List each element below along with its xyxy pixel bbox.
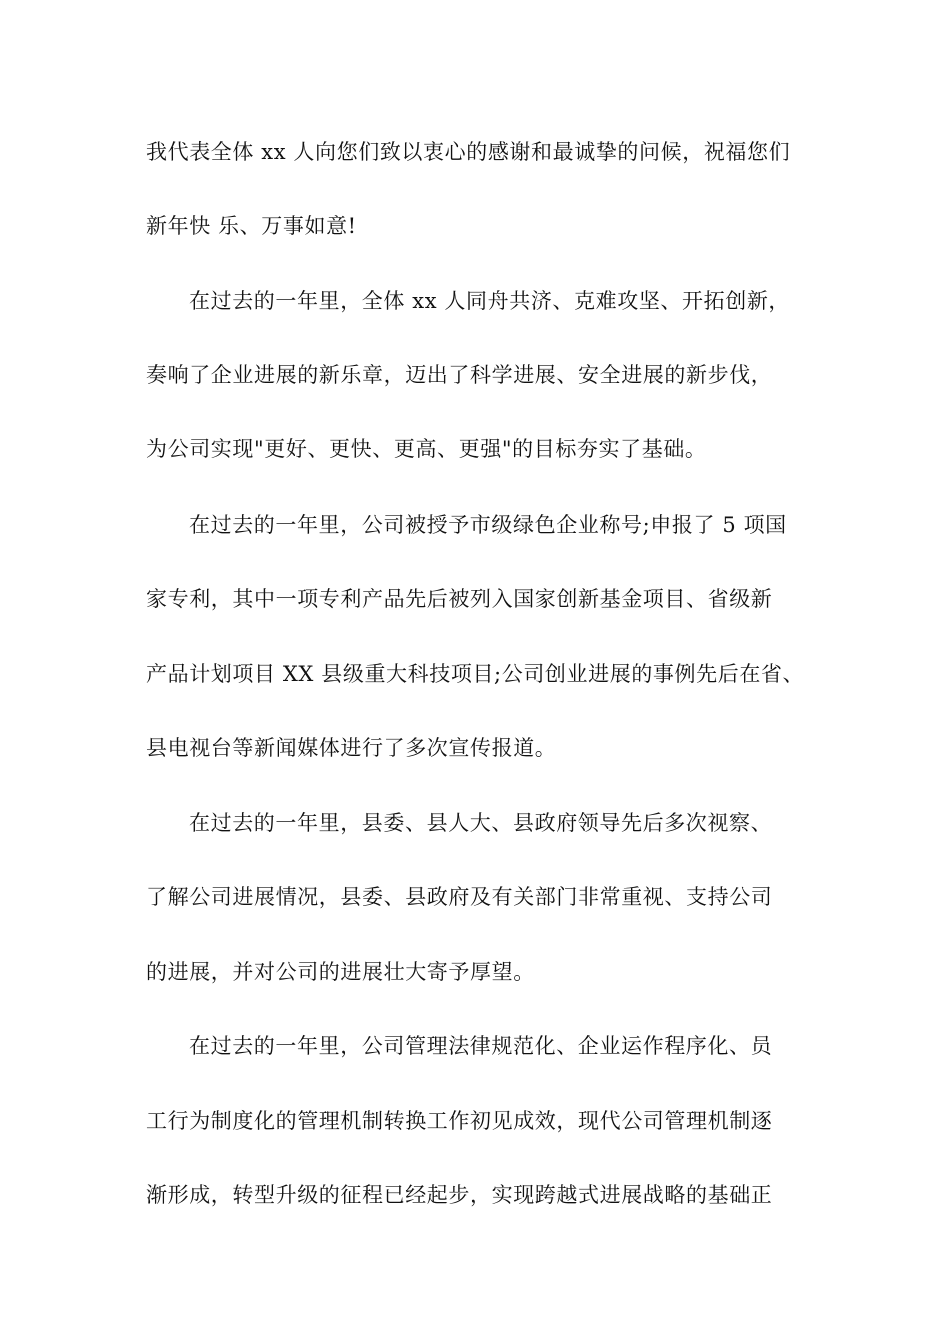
paragraph-start-line: 在过去的一年里，县委、县人大、县政府领导先后多次视察、 [189,811,773,835]
text-line: 为公司实现"更好、更快、更高、更强"的目标夯实了基础。 [146,437,707,461]
text-line: 奏响了企业进展的新乐章，迈出了科学进展、安全进展的新步伐， [146,363,773,387]
paragraph-start-line: 在过去的一年里，公司被授予市级绿色企业称号;申报了 5 项国 [189,513,787,537]
text-line: 我代表全体 xx 人向您们致以衷心的感谢和最诚挚的问候，祝福您们 [146,140,791,164]
text-line: 县电视台等新闻媒体进行了多次宣传报道。 [146,736,557,760]
text-line: 新年快 乐、万事如意! [146,214,357,238]
text-line: 工行为制度化的管理机制转换工作初见成效，现代公司管理机制逐 [146,1109,773,1133]
paragraph-start-line: 在过去的一年里，全体 xx 人同舟共济、克难攻坚、开拓创新， [189,289,791,313]
text-line: 了解公司进展情况，县委、县政府及有关部门非常重视、支持公司 [146,885,773,909]
text-line: 渐形成，转型升级的征程已经起步，实现跨越式进展战略的基础正 [146,1183,773,1207]
text-line: 的进展，并对公司的进展壮大寄予厚望。 [146,960,535,984]
text-line: 产品计划项目 XX 县级重大科技项目;公司创业进展的事例先后在省、 [146,662,805,686]
paragraph-start-line: 在过去的一年里，公司管理法律规范化、企业运作程序化、员 [189,1034,773,1058]
text-line: 家专利，其中一项专利产品先后被列入国家创新基金项目、省级新 [146,587,773,611]
